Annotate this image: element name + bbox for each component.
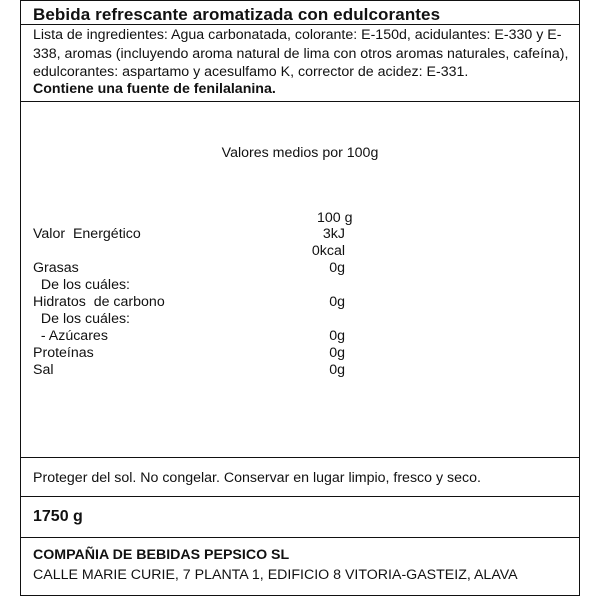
nutrition-row (21, 362, 581, 379)
ingredients-list: Lista de ingredientes: Agua carbonatada, colorante: E-150d, acidulantes: E-330 y E-338, aromas (incluyendo aroma natural de lima con otros aromas naturales, cafeína), edulcorantes: aspartamo y acesulfamo K, corrector de acidez: E-331. (33, 27, 569, 80)
nutrient-name: Proteínas (33, 345, 94, 361)
nutrient-name: De los cuáles: (33, 311, 130, 327)
nutrient-value: 0g (329, 345, 345, 361)
nutrition-row (21, 311, 581, 328)
divider (21, 457, 579, 458)
nutrient-name: Sal (33, 362, 54, 378)
divider (21, 101, 579, 102)
nutrient-value: 0g (329, 294, 345, 310)
company-name: COMPAÑIA DE BEBIDAS PEPSICO SL (33, 547, 290, 563)
divider (21, 24, 579, 25)
product-label (20, 0, 580, 596)
nutrient-value: 0g (329, 362, 345, 378)
nutrient-value: 3kJ (322, 226, 345, 242)
nutrition-row (21, 226, 581, 243)
allergen-notice: Contiene una fuente de fenilalanina. (33, 81, 276, 97)
nutrition-row (21, 260, 581, 277)
company-address: CALLE MARIE CURIE, 7 PLANTA 1, EDIFICIO 8 VITORIA-GASTEIZ, ALAVA (33, 567, 518, 583)
divider (21, 496, 579, 497)
nutrition-row (21, 243, 581, 260)
nutrition-column-header: 100 g (317, 210, 353, 226)
nutrition-row (21, 345, 581, 362)
nutrition-heading: Valores medios por 100g (221, 145, 379, 161)
nutrition-row (21, 328, 581, 345)
product-name: Bebida refrescante aromatizada con edulcorantes (33, 5, 441, 24)
nutrition-row (21, 294, 581, 311)
nutrient-name: Grasas (33, 260, 79, 276)
storage-instructions: Proteger del sol. No congelar. Conservar en lugar limpio, fresco y seco. (33, 470, 481, 486)
nutrient-name: De los cuáles: (33, 277, 130, 293)
nutrient-name: Hidratos de carbono (33, 294, 165, 310)
nutrient-name: Valor Energético (33, 226, 141, 242)
divider (21, 537, 579, 538)
nutrient-name: - Azúcares (33, 328, 108, 344)
nutrient-value: 0g (329, 260, 345, 276)
nutrition-row (21, 277, 581, 294)
net-weight: 1750 g (33, 508, 83, 525)
nutrient-value: 0kcal (311, 243, 345, 259)
nutrient-value: 0g (329, 328, 345, 344)
